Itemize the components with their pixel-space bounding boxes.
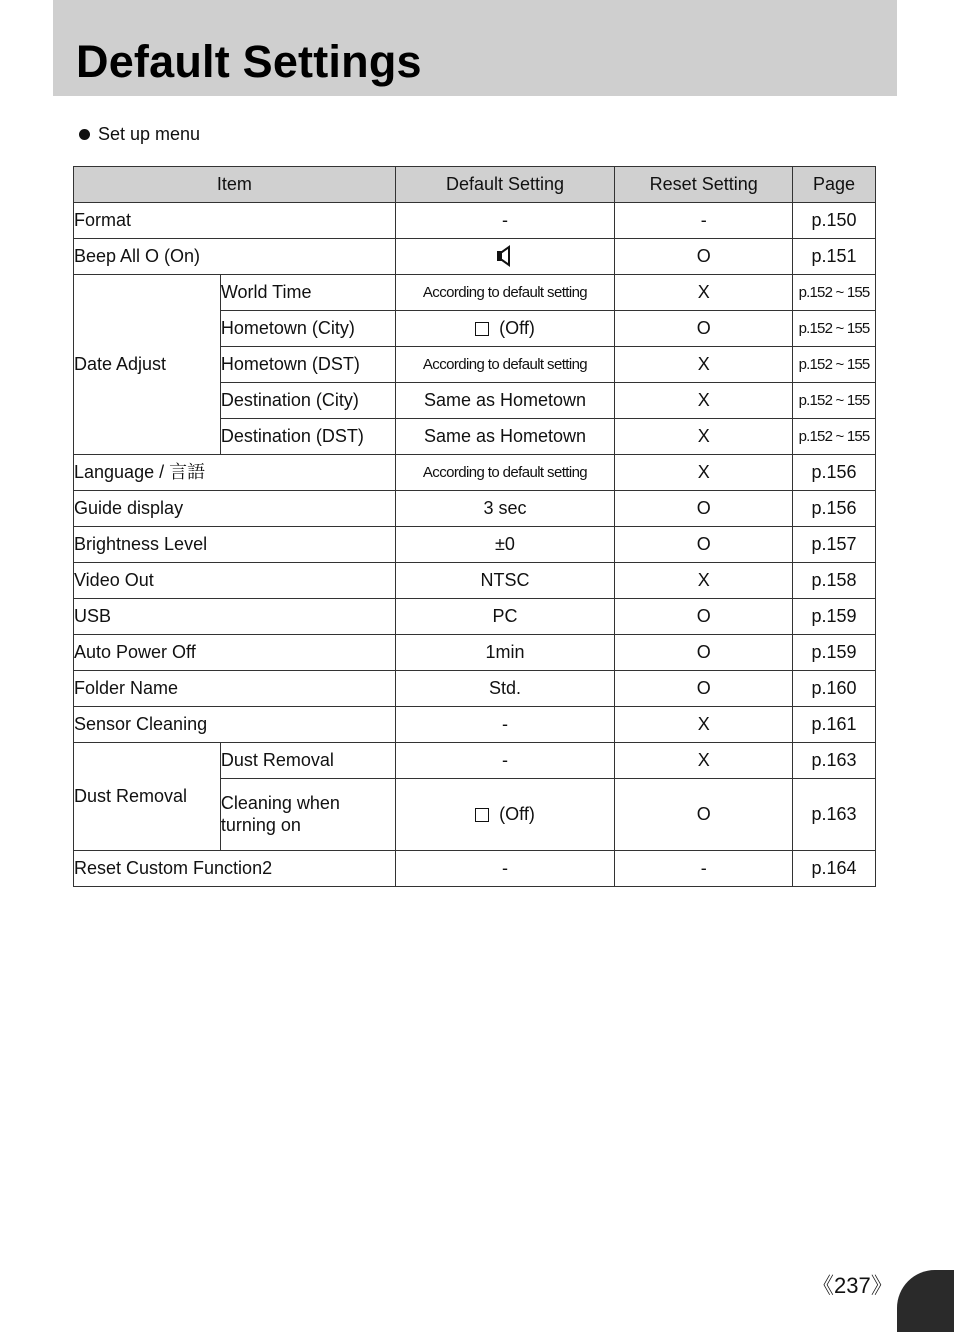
page-number: 《237》 <box>812 1273 893 1298</box>
table-row <box>74 239 876 275</box>
table-row <box>74 851 876 887</box>
row-page: p.164 <box>793 851 876 887</box>
table-row <box>74 635 876 671</box>
table-header-row <box>74 167 876 203</box>
table-row <box>74 707 876 743</box>
row-page: p.163 <box>793 779 876 851</box>
row-item: USB <box>74 599 396 635</box>
row-default: - <box>395 707 615 743</box>
row-reset: O <box>615 239 793 275</box>
section-heading <box>79 124 200 145</box>
row-page: p.152 ~ 155 <box>793 347 876 383</box>
row-reset: O <box>615 779 793 851</box>
row-page: p.160 <box>793 671 876 707</box>
row-group-date-adjust: Date Adjust <box>74 275 221 455</box>
row-page: p.152 ~ 155 <box>793 419 876 455</box>
row-reset: X <box>615 743 793 779</box>
row-item: Hometown (City) <box>220 311 395 347</box>
row-reset: O <box>615 527 793 563</box>
checkbox-icon <box>475 808 489 822</box>
row-default: 3 sec <box>395 491 615 527</box>
row-item: Beep All O (On) <box>74 239 396 275</box>
row-reset: - <box>615 203 793 239</box>
row-reset: X <box>615 419 793 455</box>
corner-tab <box>897 1270 954 1332</box>
row-default: PC <box>395 599 615 635</box>
header-reset-setting: Reset Setting <box>615 167 793 203</box>
checkbox-icon <box>475 322 489 336</box>
row-default <box>395 311 615 347</box>
table-row <box>74 203 876 239</box>
row-reset: O <box>615 635 793 671</box>
page-title: Default Settings <box>76 36 422 87</box>
row-default: Same as Hometown <box>395 419 615 455</box>
table-row <box>74 743 876 779</box>
row-reset: O <box>615 671 793 707</box>
table-row <box>74 455 876 491</box>
row-item: Brightness Level <box>74 527 396 563</box>
row-item: Language / 言語 <box>74 455 396 491</box>
table-row <box>74 275 876 311</box>
row-reset: - <box>615 851 793 887</box>
row-default-text: (Off) <box>499 803 535 824</box>
default-settings-table <box>73 166 876 887</box>
row-default: - <box>395 851 615 887</box>
row-page: p.161 <box>793 707 876 743</box>
row-default: - <box>395 743 615 779</box>
row-reset: X <box>615 707 793 743</box>
row-default: According to default setting <box>395 347 615 383</box>
row-page: p.159 <box>793 599 876 635</box>
row-group-dust-removal: Dust Removal <box>74 743 221 851</box>
header-band <box>53 0 897 96</box>
table-row <box>74 671 876 707</box>
row-item: Destination (DST) <box>220 419 395 455</box>
row-reset: X <box>615 563 793 599</box>
row-page: p.150 <box>793 203 876 239</box>
row-page: p.151 <box>793 239 876 275</box>
row-reset: O <box>615 311 793 347</box>
row-page: p.152 ~ 155 <box>793 311 876 347</box>
bullet-icon <box>79 129 90 140</box>
section-label: Set up menu <box>98 124 201 144</box>
table-row <box>74 491 876 527</box>
row-item: Sensor Cleaning <box>74 707 396 743</box>
row-reset: X <box>615 347 793 383</box>
row-page: p.156 <box>793 455 876 491</box>
row-item-line2: turning on <box>220 814 301 835</box>
speaker-icon <box>496 245 514 267</box>
row-item: Reset Custom Function2 <box>74 851 396 887</box>
row-item: Guide display <box>74 491 396 527</box>
row-page: p.157 <box>793 527 876 563</box>
row-default: - <box>395 203 615 239</box>
row-item-line1: Cleaning when <box>220 792 340 813</box>
row-default: Std. <box>395 671 615 707</box>
row-page: p.163 <box>793 743 876 779</box>
header-item: Item <box>74 167 396 203</box>
row-item: Video Out <box>74 563 396 599</box>
header-page: Page <box>793 167 876 203</box>
row-default: NTSC <box>395 563 615 599</box>
row-item: Auto Power Off <box>74 635 396 671</box>
row-page: p.158 <box>793 563 876 599</box>
row-default: According to default setting <box>395 275 615 311</box>
row-item: Hometown (DST) <box>220 347 395 383</box>
table-row <box>74 527 876 563</box>
row-page: p.152 ~ 155 <box>793 383 876 419</box>
row-reset: O <box>615 599 793 635</box>
row-page: p.159 <box>793 635 876 671</box>
table-row <box>74 563 876 599</box>
row-reset: X <box>615 455 793 491</box>
row-default-text: (Off) <box>499 317 535 338</box>
table-row <box>74 599 876 635</box>
row-item: Dust Removal <box>220 743 395 779</box>
row-reset: X <box>615 383 793 419</box>
row-page: p.152 ~ 155 <box>793 275 876 311</box>
row-item: World Time <box>220 275 395 311</box>
row-item: Folder Name <box>74 671 396 707</box>
row-reset: O <box>615 491 793 527</box>
row-default: According to default setting <box>395 455 615 491</box>
row-default: ±0 <box>395 527 615 563</box>
row-reset: X <box>615 275 793 311</box>
row-page: p.156 <box>793 491 876 527</box>
row-item: Destination (City) <box>220 383 395 419</box>
row-default: Same as Hometown <box>395 383 615 419</box>
row-item: Format <box>74 203 396 239</box>
row-default <box>395 239 615 275</box>
row-default: 1min <box>395 635 615 671</box>
header-default-setting: Default Setting <box>395 167 615 203</box>
row-default <box>395 779 615 851</box>
row-item <box>220 779 395 851</box>
